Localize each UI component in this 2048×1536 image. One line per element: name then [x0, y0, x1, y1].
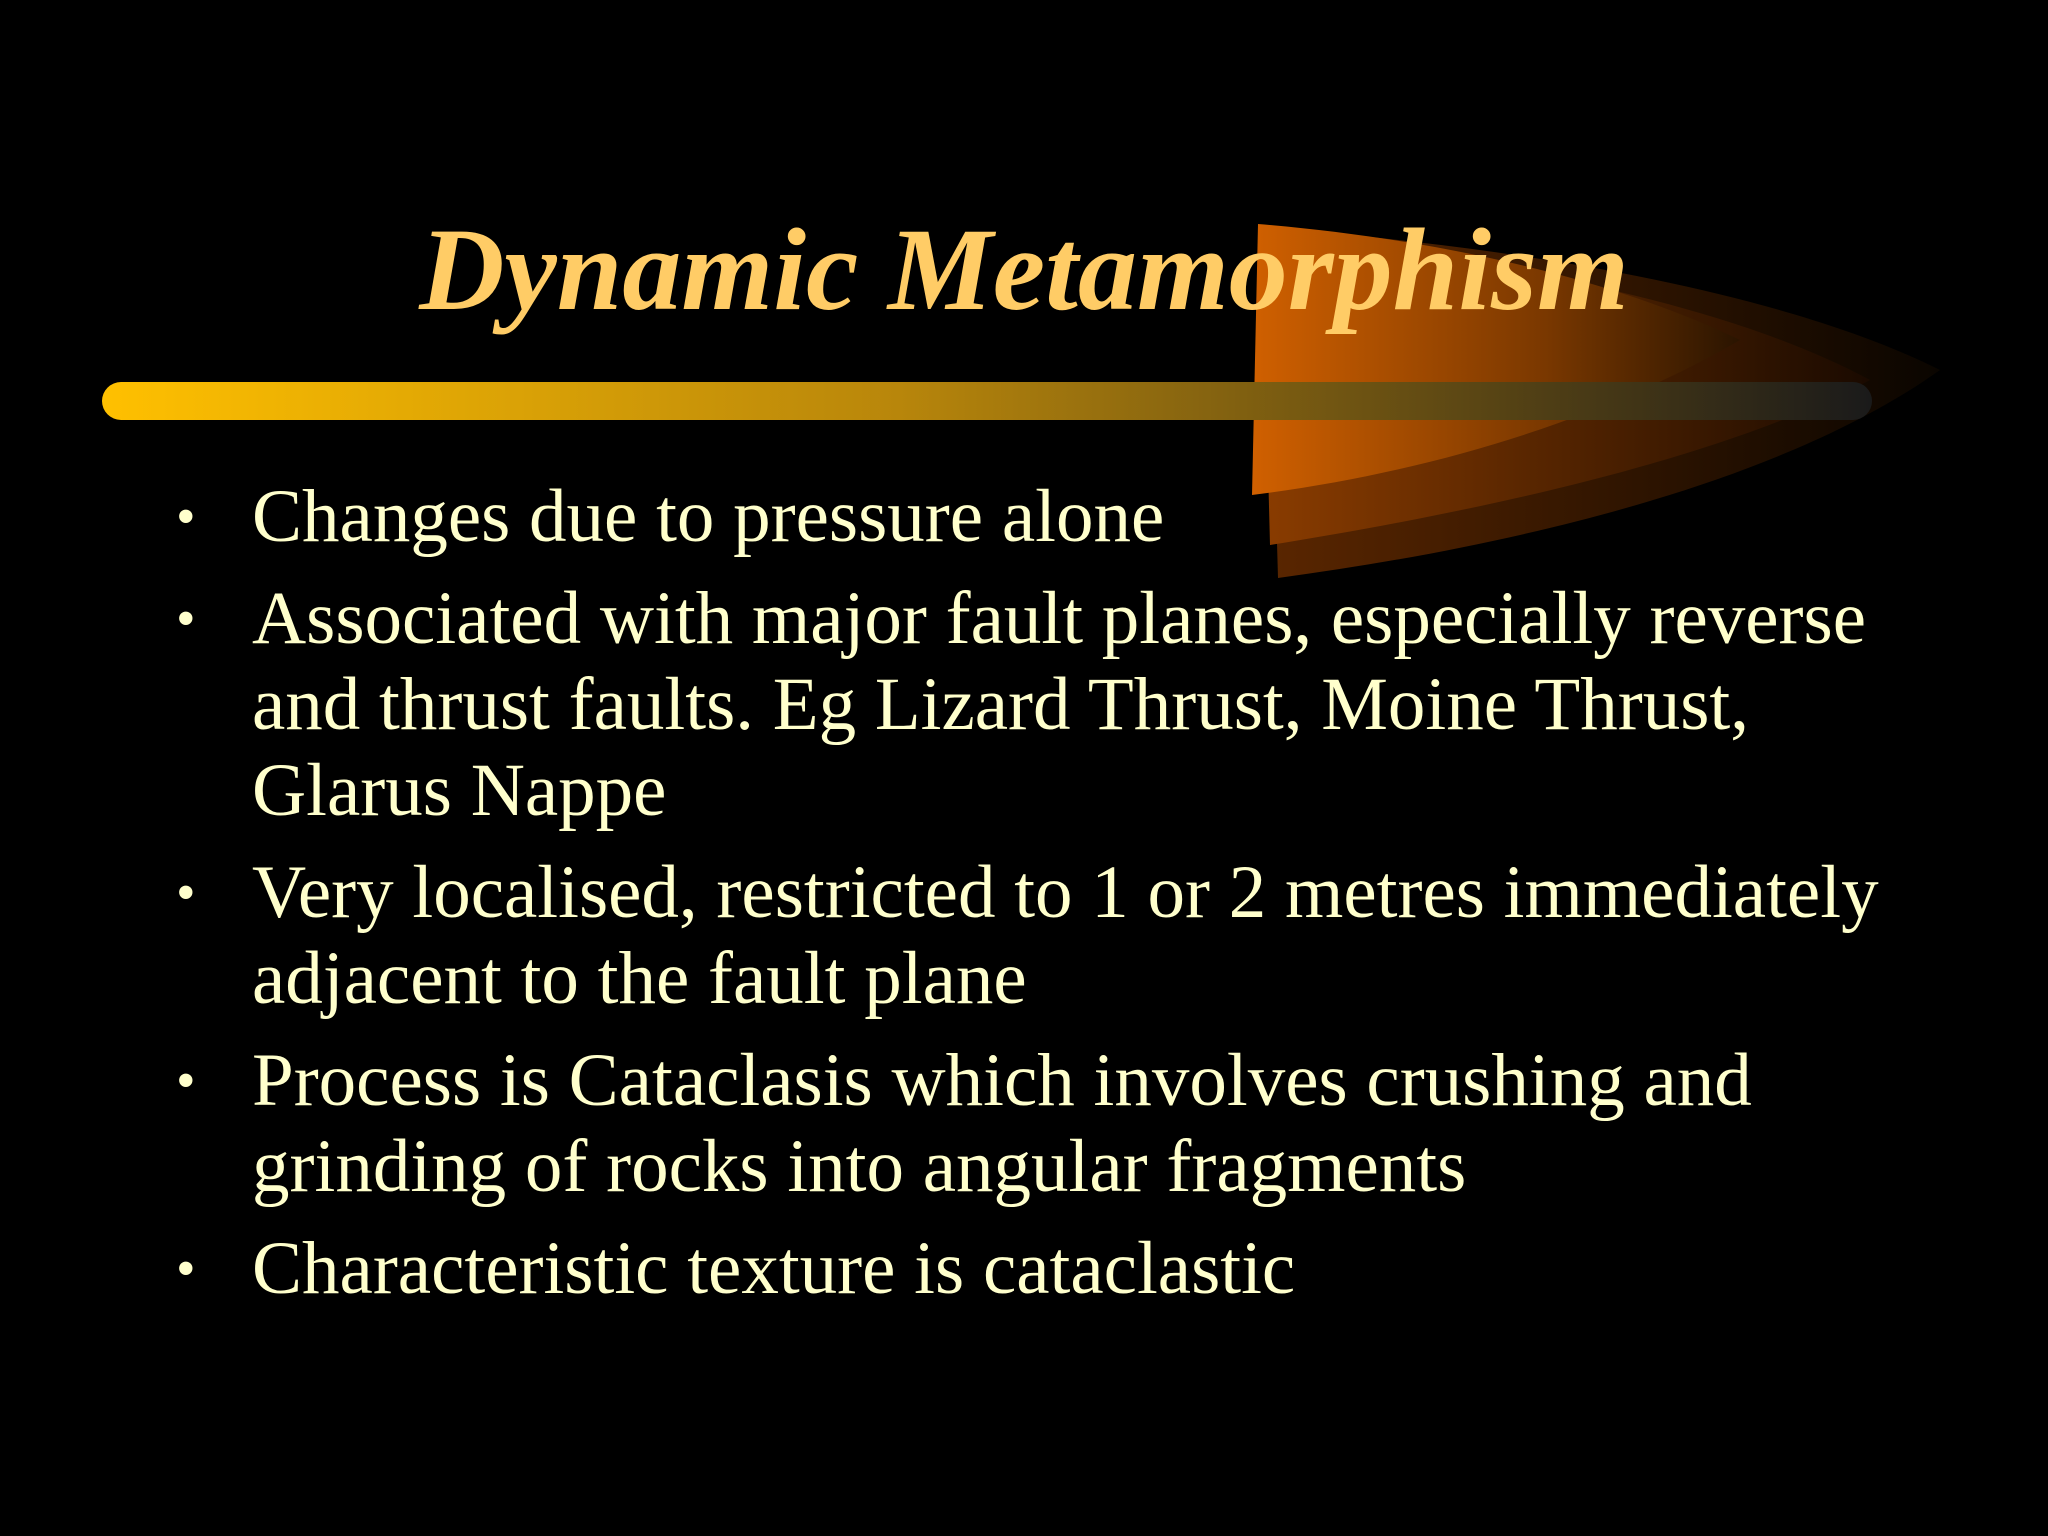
bullet-dot-icon: • [176, 1050, 196, 1112]
bullet-text: Very localised, restricted to 1 or 2 metres immediately adjacent to the fault plane [252, 851, 1879, 1020]
bullet-text: Associated with major fault planes, especially reverse and thrust faults. Eg Lizard Thrust, Moine Thrust, Glarus Nappe [252, 577, 1867, 832]
bullet-item [176, 1038, 1896, 1210]
title-underline-bar [102, 382, 1872, 420]
bullet-text: Process is Cataclasis which involves crushing and grinding of rocks into angular fragments [252, 1039, 1752, 1208]
bullet-item [176, 1226, 1896, 1312]
bullet-item [176, 850, 1896, 1022]
bullet-list [176, 474, 1896, 1328]
bullet-item [176, 576, 1896, 834]
bullet-text: Characteristic texture is cataclastic [252, 1227, 1296, 1310]
bullet-dot-icon: • [176, 588, 196, 650]
bullet-dot-icon: • [176, 862, 196, 924]
bullet-item [176, 474, 1896, 560]
bullet-dot-icon: • [176, 1238, 196, 1300]
slide-title: Dynamic Metamorphism [419, 204, 1629, 335]
bullet-dot-icon: • [176, 486, 196, 548]
bullet-text: Changes due to pressure alone [252, 475, 1165, 558]
